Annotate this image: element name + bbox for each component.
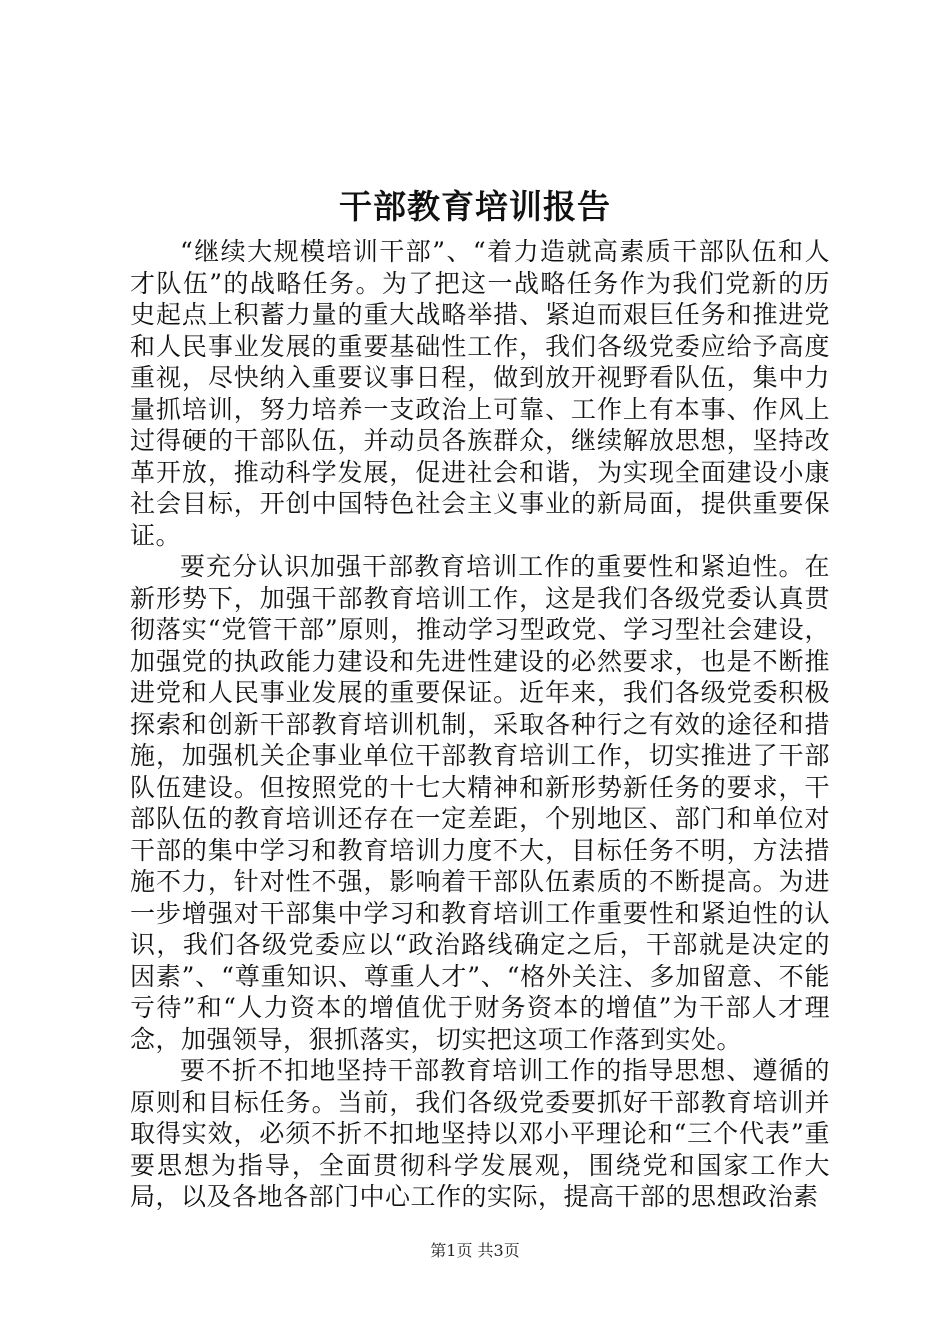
document-title: 干部教育培训报告 (339, 187, 611, 226)
document-body (130, 236, 830, 1213)
page-number-label: 第1页 共3页 (430, 1241, 520, 1260)
page-footer (0, 1240, 950, 1262)
paragraph-2: 要充分认识加强干部教育培训工作的重要性和紧迫性。在新形势下，加强干部教育培训工作，这是我们各级党委认真贯彻落实“党管干部”原则，推动学习型政党、学习型社会建设，加强党的执政能力建设和先进性建设的必然要求，也是不断推进党和人民事业发展的重要保证。近年来，我们各级党委积极探索和创新干部教育培训机制，采取各种行之有效的途径和措施，加强机关企事业单位干部教育培训工作，切实推进了干部队伍建设。但按照党的十七大精神和新形势新任务的要求，干部队伍的教育培训还存在一定差距，个别地区、部门和单位对干部的集中学习和教育培训力度不大，目标任务不明，方法措施不力，针对性不强，影响着干部队伍素质的不断提高。为进一步增强对干部集中学习和教育培训工作重要性和紧迫性的认识，我们各级党委应以“政治路线确定之后，干部就是决定的因素”、“尊重知识、尊重人才”、“格外关注、多加留意、不能亏待”和“人力资本的增值优于财务资本的增值”为干部人才理念，加强领导，狠抓落实，切实把这项工作落到实处。 (130, 552, 830, 1054)
paragraph-3: 要不折不扣地坚持干部教育培训工作的指导思想、遵循的原则和目标任务。当前，我们各级党委要抓好干部教育培训并取得实效，必须不折不扣地坚持以邓小平理论和“三个代表”重要思想为指导，全面贯彻科学发展观，围绕党和国家工作大局，以及各地各部门中心工作的实际，提高干部的思想政治素 (130, 1056, 830, 1211)
paragraph-1: “继续大规模培训干部”、“着力造就高素质干部队伍和人才队伍”的战略任务。为了把这一战略任务作为我们党新的历史起点上积蓄力量的重大战略举措、紧迫而艰巨任务和推进党和人民事业发展的重要基础性工作，我们各级党委应给予高度重视，尽快纳入重要议事日程，做到放开视野看队伍，集中力量抓培训，努力培养一支政治上可靠、工作上有本事、作风上过得硬的干部队伍，并动员各族群众，继续解放思想，坚持改革开放，推动科学发展，促进社会和谐，为实现全面建设小康社会目标，开创中国特色社会主义事业的新局面，提供重要保证。 (130, 237, 830, 550)
